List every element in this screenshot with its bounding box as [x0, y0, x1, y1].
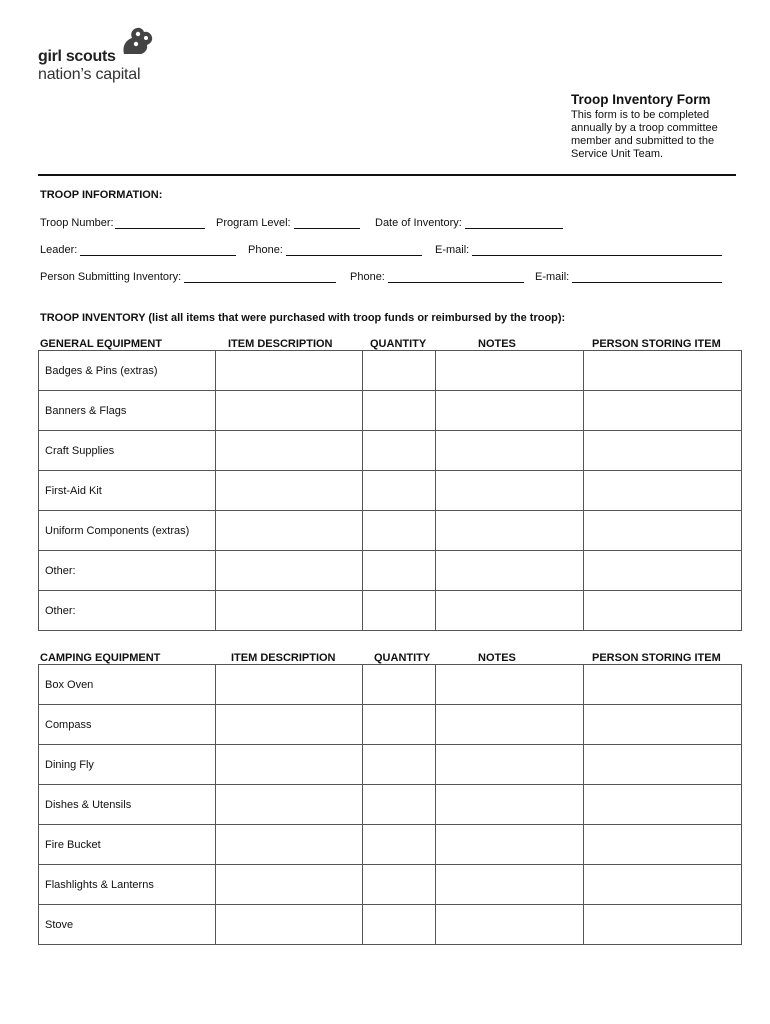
item-name-cell: First-Aid Kit — [39, 471, 216, 511]
quantity-cell[interactable] — [363, 351, 436, 391]
item-name-cell: Dining Fly — [39, 745, 216, 785]
submitter-phone-input[interactable] — [388, 271, 524, 283]
item-name-cell: Stove — [39, 905, 216, 945]
quantity-cell[interactable] — [363, 865, 436, 905]
date-of-inventory-field[interactable] — [375, 217, 563, 229]
column-header: NOTES — [478, 338, 516, 350]
person-submitting-field[interactable] — [40, 271, 336, 283]
person-storing-cell[interactable] — [584, 511, 742, 551]
column-header: ITEM DESCRIPTION — [228, 338, 333, 350]
leader-phone-input[interactable] — [286, 244, 422, 256]
submitter-phone-label: Phone: — [350, 271, 385, 283]
date-of-inventory-label: Date of Inventory: — [375, 217, 462, 229]
item-name-cell: Other: — [39, 551, 216, 591]
leader-field[interactable] — [40, 244, 236, 256]
submitter-email-input[interactable] — [572, 271, 722, 283]
header-divider — [38, 174, 736, 176]
column-header: NOTES — [478, 652, 516, 664]
table-row — [39, 391, 742, 431]
item-description-cell[interactable] — [216, 705, 363, 745]
column-header: PERSON STORING ITEM — [592, 652, 721, 664]
item-description-cell[interactable] — [216, 391, 363, 431]
table-row — [39, 825, 742, 865]
table-row — [39, 351, 742, 391]
troop-number-input[interactable] — [115, 217, 205, 229]
item-description-cell[interactable] — [216, 865, 363, 905]
quantity-cell[interactable] — [363, 471, 436, 511]
person-storing-cell[interactable] — [584, 825, 742, 865]
logo-text-primary: girl scouts — [38, 48, 116, 65]
date-of-inventory-input[interactable] — [465, 217, 563, 229]
column-header: QUANTITY — [370, 338, 427, 350]
logo-text-secondary: nation’s capital — [38, 66, 141, 83]
notes-cell[interactable] — [436, 591, 584, 631]
troop-number-field[interactable] — [40, 217, 205, 229]
quantity-cell[interactable] — [363, 511, 436, 551]
program-level-input[interactable] — [294, 217, 360, 229]
item-name-cell: Dishes & Utensils — [39, 785, 216, 825]
item-name-cell: Craft Supplies — [39, 431, 216, 471]
table-row — [39, 705, 742, 745]
submitter-email-field[interactable] — [535, 271, 722, 283]
table-row — [39, 511, 742, 551]
submitter-email-label: E-mail: — [535, 271, 570, 283]
trefoil-profiles-icon — [116, 26, 156, 56]
item-name-cell: Flashlights & Lanterns — [39, 865, 216, 905]
notes-cell[interactable] — [436, 351, 584, 391]
table-row — [39, 665, 742, 705]
notes-cell[interactable] — [436, 705, 584, 745]
leader-phone-label: Phone: — [248, 244, 283, 256]
item-name-cell: Fire Bucket — [39, 825, 216, 865]
notes-cell[interactable] — [436, 471, 584, 511]
notes-cell[interactable] — [436, 905, 584, 945]
title-block — [571, 92, 741, 161]
column-header: PERSON STORING ITEM — [592, 338, 721, 350]
person-storing-cell[interactable] — [584, 785, 742, 825]
person-storing-cell[interactable] — [584, 471, 742, 511]
item-name-cell: Other: — [39, 591, 216, 631]
person-submitting-label: Person Submitting Inventory: — [40, 271, 182, 283]
table-row — [39, 551, 742, 591]
quantity-cell[interactable] — [363, 785, 436, 825]
notes-cell[interactable] — [436, 785, 584, 825]
person-storing-cell[interactable] — [584, 591, 742, 631]
quantity-cell[interactable] — [363, 825, 436, 865]
leader-email-label: E-mail: — [435, 244, 470, 256]
column-header: ITEM DESCRIPTION — [231, 652, 336, 664]
person-storing-cell[interactable] — [584, 391, 742, 431]
leader-phone-field[interactable] — [248, 244, 422, 256]
person-storing-cell[interactable] — [584, 351, 742, 391]
item-description-cell[interactable] — [216, 551, 363, 591]
person-storing-cell[interactable] — [584, 745, 742, 785]
column-header: CAMPING EQUIPMENT — [40, 652, 161, 664]
person-storing-cell[interactable] — [584, 905, 742, 945]
program-level-field[interactable] — [216, 217, 360, 229]
item-description-cell[interactable] — [216, 745, 363, 785]
item-description-cell[interactable] — [216, 351, 363, 391]
notes-cell[interactable] — [436, 391, 584, 431]
notes-cell[interactable] — [436, 825, 584, 865]
notes-cell[interactable] — [436, 745, 584, 785]
quantity-cell[interactable] — [363, 665, 436, 705]
table-row — [39, 431, 742, 471]
org-logo — [38, 26, 178, 88]
notes-cell[interactable] — [436, 431, 584, 471]
troop-inventory-heading: TROOP INVENTORY (list all items that were purchased with troop funds or reimbursed by the troop): — [40, 312, 566, 324]
item-name-cell: Banners & Flags — [39, 391, 216, 431]
leader-input[interactable] — [80, 244, 236, 256]
quantity-cell[interactable] — [363, 551, 436, 591]
notes-cell[interactable] — [436, 511, 584, 551]
quantity-cell[interactable] — [363, 705, 436, 745]
person-storing-cell[interactable] — [584, 665, 742, 705]
person-storing-cell[interactable] — [584, 865, 742, 905]
item-name-cell: Compass — [39, 705, 216, 745]
item-name-cell: Badges & Pins (extras) — [39, 351, 216, 391]
leader-email-field[interactable] — [435, 244, 722, 256]
form-description: This form is to be completed annually by a troop committee member and submitted to the Service Unit Team. — [571, 109, 718, 160]
person-storing-cell[interactable] — [584, 551, 742, 591]
item-description-cell[interactable] — [216, 785, 363, 825]
item-description-cell[interactable] — [216, 431, 363, 471]
quantity-cell[interactable] — [363, 591, 436, 631]
table-row — [39, 745, 742, 785]
person-storing-cell[interactable] — [584, 705, 742, 745]
leader-label: Leader: — [40, 244, 78, 256]
item-description-cell[interactable] — [216, 665, 363, 705]
troop-info-heading: TROOP INFORMATION: — [40, 189, 163, 201]
notes-cell[interactable] — [436, 551, 584, 591]
table-row — [39, 591, 742, 631]
table-row — [39, 785, 742, 825]
item-name-cell: Uniform Components (extras) — [39, 511, 216, 551]
item-description-cell[interactable] — [216, 511, 363, 551]
quantity-cell[interactable] — [363, 745, 436, 785]
table-row — [39, 865, 742, 905]
page-title: Troop Inventory Form — [571, 92, 711, 107]
item-description-cell[interactable] — [216, 471, 363, 511]
camping-equipment-table — [38, 664, 742, 945]
troop-number-label: Troop Number: — [40, 217, 114, 229]
notes-cell[interactable] — [436, 665, 584, 705]
item-name-cell: Box Oven — [39, 665, 216, 705]
general-equipment-table — [38, 350, 742, 631]
notes-cell[interactable] — [436, 865, 584, 905]
person-submitting-input[interactable] — [184, 271, 336, 283]
submitter-phone-field[interactable] — [350, 271, 524, 283]
quantity-cell[interactable] — [363, 905, 436, 945]
item-description-cell[interactable] — [216, 905, 363, 945]
column-header: GENERAL EQUIPMENT — [40, 338, 163, 350]
program-level-label: Program Level: — [216, 217, 291, 229]
table-row — [39, 905, 742, 945]
table-row — [39, 471, 742, 511]
column-header: QUANTITY — [374, 652, 431, 664]
item-description-cell[interactable] — [216, 591, 363, 631]
quantity-cell[interactable] — [363, 431, 436, 471]
item-description-cell[interactable] — [216, 825, 363, 865]
quantity-cell[interactable] — [363, 391, 436, 431]
person-storing-cell[interactable] — [584, 431, 742, 471]
leader-email-input[interactable] — [472, 244, 722, 256]
